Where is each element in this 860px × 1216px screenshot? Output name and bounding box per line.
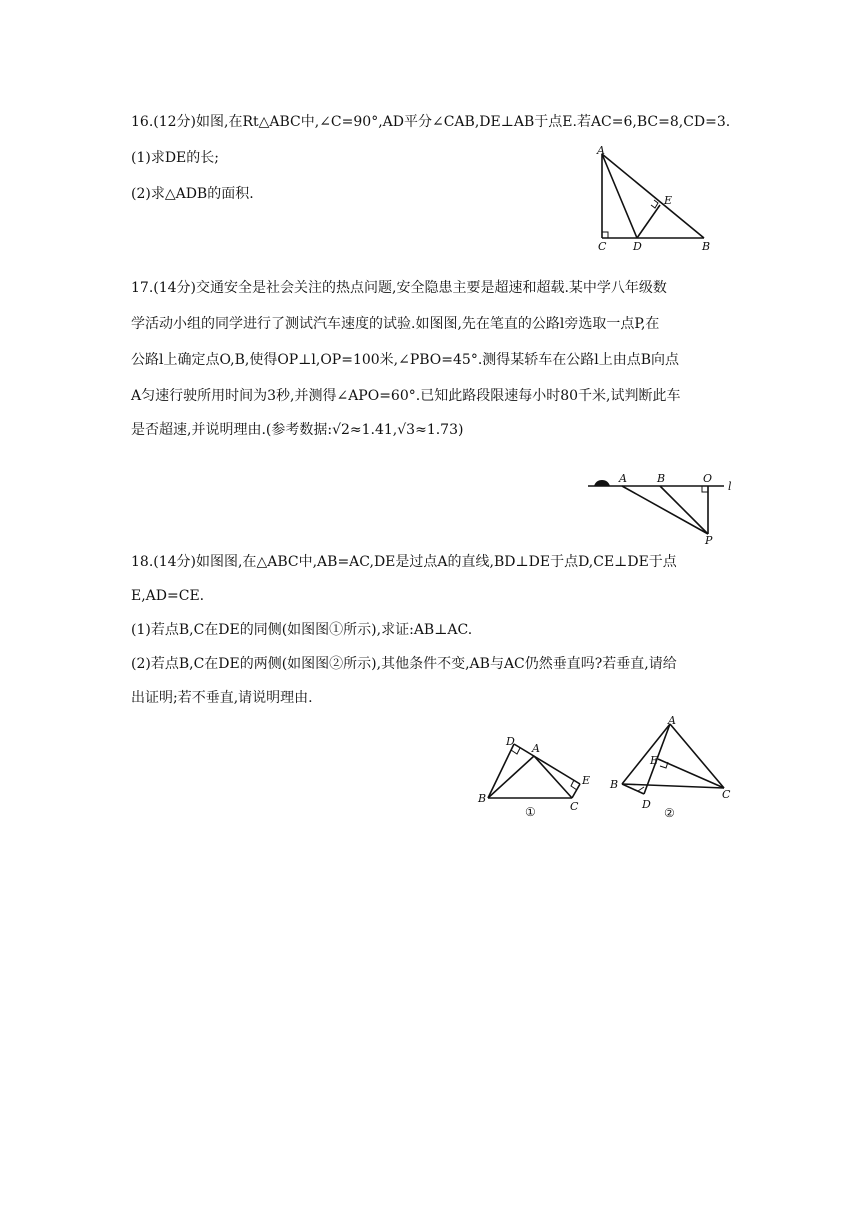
q18-part2-line1: (2)若点B,C在DE的两侧(如图图②所示),其他条件不变,AB与AC仍然垂直吗?若垂直,请给 — [131, 656, 677, 672]
q17-label-P: P — [705, 534, 713, 546]
q18f2-caption: ② — [664, 806, 675, 820]
q16-seg-AD — [602, 154, 637, 238]
q16-seg-AB — [602, 154, 704, 238]
q18-line1: 18.(14分)如图图,在△ABC中,AB=AC,DE是过点A的直线,BD⊥DE于点D,CE⊥DE于点 — [131, 554, 677, 570]
q18f1-label-B: B — [478, 792, 487, 805]
q18f2-seg-AB — [622, 724, 670, 784]
q16-label-C: C — [598, 240, 607, 253]
q18f2-label-E: E — [650, 754, 659, 767]
q18-figure-1 — [474, 734, 594, 820]
q18f1-seg-BD — [488, 744, 514, 798]
q18f2-right-angle-D — [638, 787, 644, 791]
q18-part1: (1)若点B,C在DE的同侧(如图图①所示),求证:AB⊥AC. — [131, 622, 473, 638]
q17-label-B: B — [657, 472, 666, 485]
q17-seg-AP — [622, 486, 708, 534]
q17-figure — [584, 470, 744, 546]
q16-part1: (1)求DE的长; — [131, 150, 219, 166]
q18f1-seg-AB — [488, 756, 534, 798]
q18f1-label-D: D — [506, 735, 515, 748]
q17-line4: A匀速行驶所用时间为3秒,并测得∠APO=60°.已知此路段限速每小时80千米,试判断此车 — [131, 388, 681, 404]
q16-label-A: A — [597, 144, 605, 157]
q17-label-O: O — [703, 472, 713, 485]
q18-figure-2 — [604, 714, 740, 822]
q17-right-angle-O — [702, 486, 708, 492]
car-icon — [594, 480, 610, 486]
q18f1-label-E: E — [582, 774, 591, 787]
q18f2-label-C: C — [722, 788, 731, 801]
q17-line1: 17.(14分)交通安全是社会关注的热点问题,安全隐患主要是超速和超载.某中学八年级数 — [131, 280, 667, 296]
q18f1-seg-AC — [534, 756, 572, 798]
q16-part2: (2)求△ADB的面积. — [131, 186, 254, 202]
q18f1-seg-DE — [514, 744, 580, 784]
q18f1-caption: ① — [525, 805, 536, 819]
q18f2-label-B: B — [610, 778, 619, 791]
q16-right-angle-C — [602, 232, 608, 238]
q18-part2-line2: 出证明;若不垂直,请说明理由. — [131, 690, 313, 706]
q18f1-label-A: A — [532, 742, 540, 755]
q17-label-A: A — [619, 472, 627, 485]
q16-right-angle-E — [651, 200, 658, 208]
q17-line3: 公路l上确定点O,B,使得OP⊥l,OP=100米,∠PBO=45°.测得某轿车在公路l上由点B向点 — [131, 352, 680, 368]
q18f2-seg-BC — [622, 784, 724, 788]
q18f1-label-C: C — [570, 800, 579, 813]
q18-line2: E,AD=CE. — [131, 588, 205, 604]
q17-line5: 是否超速,并说明理由.(参考数据:√2≈1.41,√3≈1.73) — [131, 422, 464, 438]
q18f2-label-D: D — [642, 798, 651, 811]
q16-figure — [590, 142, 720, 254]
q18f2-seg-AC — [670, 724, 724, 788]
q17-seg-BP — [660, 486, 708, 534]
q17-label-l: l — [728, 480, 732, 493]
q18f1-seg-CE — [572, 784, 580, 798]
q18f2-label-A: A — [668, 714, 676, 727]
q17-line2: 学活动小组的同学进行了测试汽车速度的试验.如图图,先在笔直的公路l旁选取一点P,在 — [131, 316, 660, 332]
q16-label-D: D — [633, 240, 642, 253]
q16-label-E: E — [664, 194, 673, 207]
q16-seg-DE — [637, 205, 660, 238]
q16-stem: 16.(12分)如图,在Rt△ABC中,∠C=90°,AD平分∠CAB,DE⊥AB于点E.若AC=6,BC=8,CD=3. — [131, 114, 731, 130]
q16-label-B: B — [702, 240, 711, 253]
